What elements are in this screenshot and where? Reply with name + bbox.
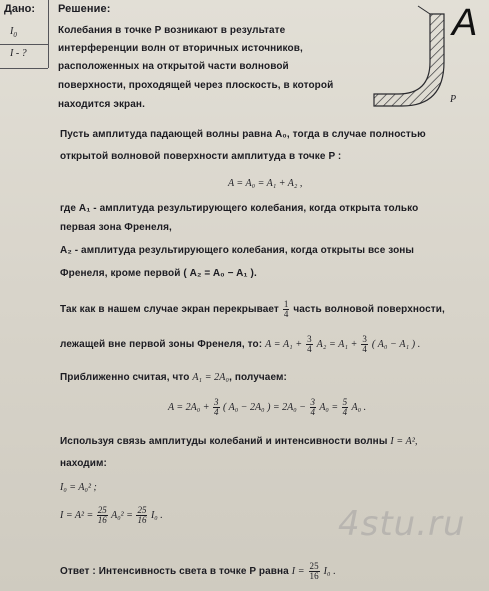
- given-divider: [0, 44, 48, 45]
- given-value: $I_0$: [10, 26, 17, 39]
- relation-line-1: Используя связь амплитуды колебаний и интенсивности волны I = A²,: [60, 436, 418, 447]
- where-line-1: где A₁ - амплитуда результирующего колебания, когда открыта только: [60, 203, 419, 214]
- intensity-0-equation: I₀ = A₀² ;: [60, 482, 97, 493]
- intro-line-4: поверхности, проходящей через плоскость, в которой: [58, 80, 334, 91]
- screen-line-2: лежащей вне первой зоны Френеля, то: A = A₁ + $\frac{3}{4}$ A₂ = A₁ + $\frac{3}{4}$ ( A₀ − A₁ ) .: [60, 334, 421, 354]
- a2-line-2: Френеля, кроме первой ( A₂ = A₀ − A₁ ).: [60, 268, 257, 279]
- equation-3: A = 2A₀ + $\frac{3}{4}$ ( A₀ − 2A₀ ) = 2A₀ − $\frac{3}{4}$ A₀ = $\frac{5}{4}$ A₀ .: [168, 397, 367, 417]
- answer-line: Ответ : Интенсивность света в точке P равна I = $\frac{25}{16}$ I₀ .: [60, 561, 336, 581]
- a2-line-1: A₂ - амплитуда результирующего колебания, когда открыты все зоны: [60, 245, 415, 256]
- watermark: 4stu.ru: [338, 504, 466, 544]
- intensity-equation: I = A² = $\frac{25}{16}$ A₀² = $\frac{25}{16}$ I₀ .: [60, 505, 163, 525]
- figure-letter: A: [452, 2, 478, 44]
- relation-line-2: находим:: [60, 458, 107, 469]
- where-line-2: первая зона Френеля,: [60, 222, 172, 233]
- intro-line-1: Колебания в точке P возникают в результате: [58, 25, 286, 36]
- intro-line-2: интерференции волн от вторичных источников,: [58, 43, 303, 54]
- amplitude-line-1: Пусть амплитуда падающей волны равна A₀, тогда в случае полностью: [60, 129, 426, 140]
- given-title: Дано:: [4, 3, 35, 15]
- solution-title: Решение:: [58, 3, 111, 15]
- equation-1: A = A₀ = A₁ + A₂ ,: [228, 178, 303, 189]
- screen-line-1: Так как в нашем случае экран перекрывает $\frac{1}{4}$ часть волновой поверхности,: [60, 299, 445, 319]
- screen-diagram: [368, 2, 457, 110]
- point-p-label: P: [450, 94, 457, 105]
- intro-line-5: находится экран.: [58, 99, 145, 110]
- given-divider-bottom: [0, 68, 48, 69]
- given-find: I - ?: [10, 48, 27, 59]
- given-column: [0, 0, 49, 68]
- amplitude-line-2: открытой волновой поверхности амплитуда в точке P :: [60, 151, 342, 162]
- approx-line: Приближенно считая, что A₁ = 2A₀, получаем:: [60, 372, 287, 383]
- fraction-one-quarter: $\frac{1}{4}$: [283, 299, 289, 319]
- intro-line-3: расположенных на открытой части волновой: [58, 61, 289, 72]
